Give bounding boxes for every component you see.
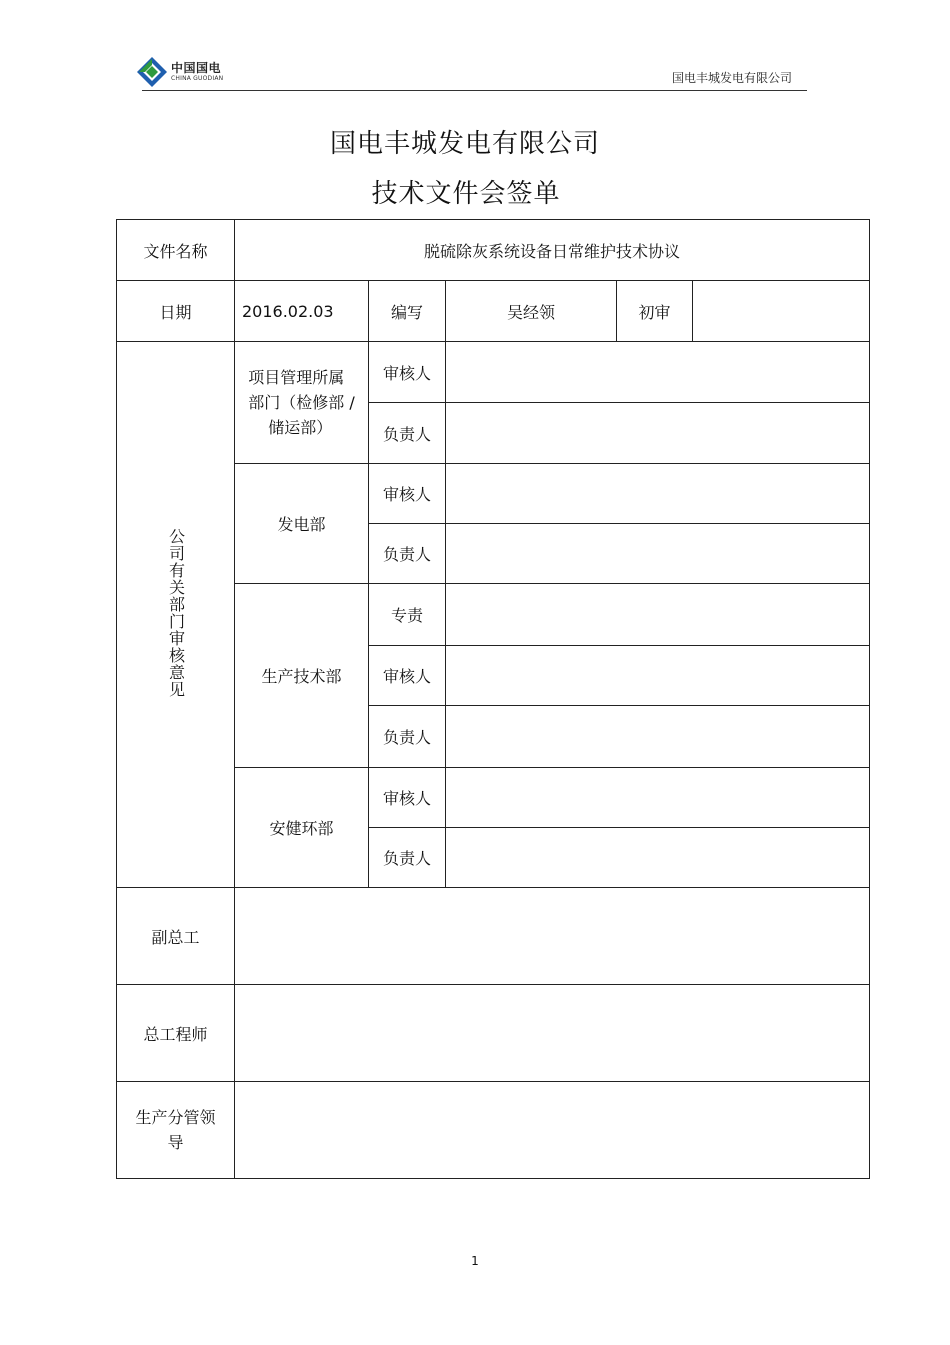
author-value: 吴经领 xyxy=(446,281,617,342)
table-row xyxy=(117,888,870,985)
production-leader-label-line2: 导 xyxy=(167,1133,184,1152)
first-review-label: 初审 xyxy=(617,281,693,342)
dept-project-management xyxy=(235,342,369,464)
signature-field[interactable] xyxy=(446,646,870,706)
table-row xyxy=(117,985,870,1082)
dept-project-management-line1: 项目管理所属 xyxy=(248,368,345,387)
role-label: 负责人 xyxy=(369,524,446,584)
header-divider xyxy=(142,90,807,91)
document-title-company: 国电丰城发电有限公司 xyxy=(329,129,600,159)
document-title-form: 技术文件会签单 xyxy=(371,179,561,209)
signature-field[interactable] xyxy=(446,828,870,888)
signature-field[interactable] xyxy=(446,342,870,403)
signature-field[interactable] xyxy=(446,768,870,828)
role-label: 审核人 xyxy=(369,342,446,403)
china-guodian-logo-icon xyxy=(136,56,168,88)
date-value: 2016.02.03 xyxy=(235,281,369,342)
chief-engineer-label: 总工程师 xyxy=(117,985,235,1082)
table-row xyxy=(117,342,870,403)
role-label: 审核人 xyxy=(369,464,446,524)
logo-chinese-name: 中国国电 xyxy=(171,61,222,75)
role-label: 负责人 xyxy=(369,828,446,888)
signature-field[interactable] xyxy=(446,524,870,584)
dept-project-management-line3: 储运部） xyxy=(268,418,333,437)
chief-engineer-signature-field[interactable] xyxy=(235,985,870,1082)
dept-group-label-cell xyxy=(117,342,235,888)
signature-field[interactable] xyxy=(446,584,870,646)
date-label: 日期 xyxy=(117,281,235,342)
dept-group-label: 公司有关部门审核意见 xyxy=(166,527,186,698)
dept-safety-health-environment: 安健环部 xyxy=(235,768,369,888)
signature-field[interactable] xyxy=(446,706,870,768)
dept-power-generation: 发电部 xyxy=(235,464,369,584)
role-label: 负责人 xyxy=(369,403,446,464)
first-review-field[interactable] xyxy=(693,281,870,342)
company-logo xyxy=(136,56,223,88)
role-label: 负责人 xyxy=(369,706,446,768)
author-label: 编写 xyxy=(369,281,446,342)
signature-field[interactable] xyxy=(446,464,870,524)
table-row xyxy=(117,1082,870,1179)
logo-english-name: CHINA GUODIAN xyxy=(171,75,224,82)
dept-project-management-line2: 部门（检修部 / xyxy=(248,393,355,412)
header-company-name: 国电丰城发电有限公司 xyxy=(671,71,792,85)
sign-off-table xyxy=(116,219,870,1179)
file-name-value: 脱硫除灰系统设备日常维护技术协议 xyxy=(235,220,870,281)
signature-field[interactable] xyxy=(446,403,870,464)
deputy-chief-label: 副总工 xyxy=(117,888,235,985)
role-label: 审核人 xyxy=(369,646,446,706)
file-name-label: 文件名称 xyxy=(117,220,235,281)
dept-production-technology: 生产技术部 xyxy=(235,584,369,768)
production-leader-label-cell xyxy=(117,1082,235,1179)
deputy-chief-signature-field[interactable] xyxy=(235,888,870,985)
table-row xyxy=(117,220,870,281)
production-leader-label-line1: 生产分管领 xyxy=(135,1108,216,1127)
role-label: 专责 xyxy=(369,584,446,646)
role-label: 审核人 xyxy=(369,768,446,828)
production-leader-signature-field[interactable] xyxy=(235,1082,870,1179)
table-row xyxy=(117,281,870,342)
page-number: 1 xyxy=(471,1254,479,1268)
